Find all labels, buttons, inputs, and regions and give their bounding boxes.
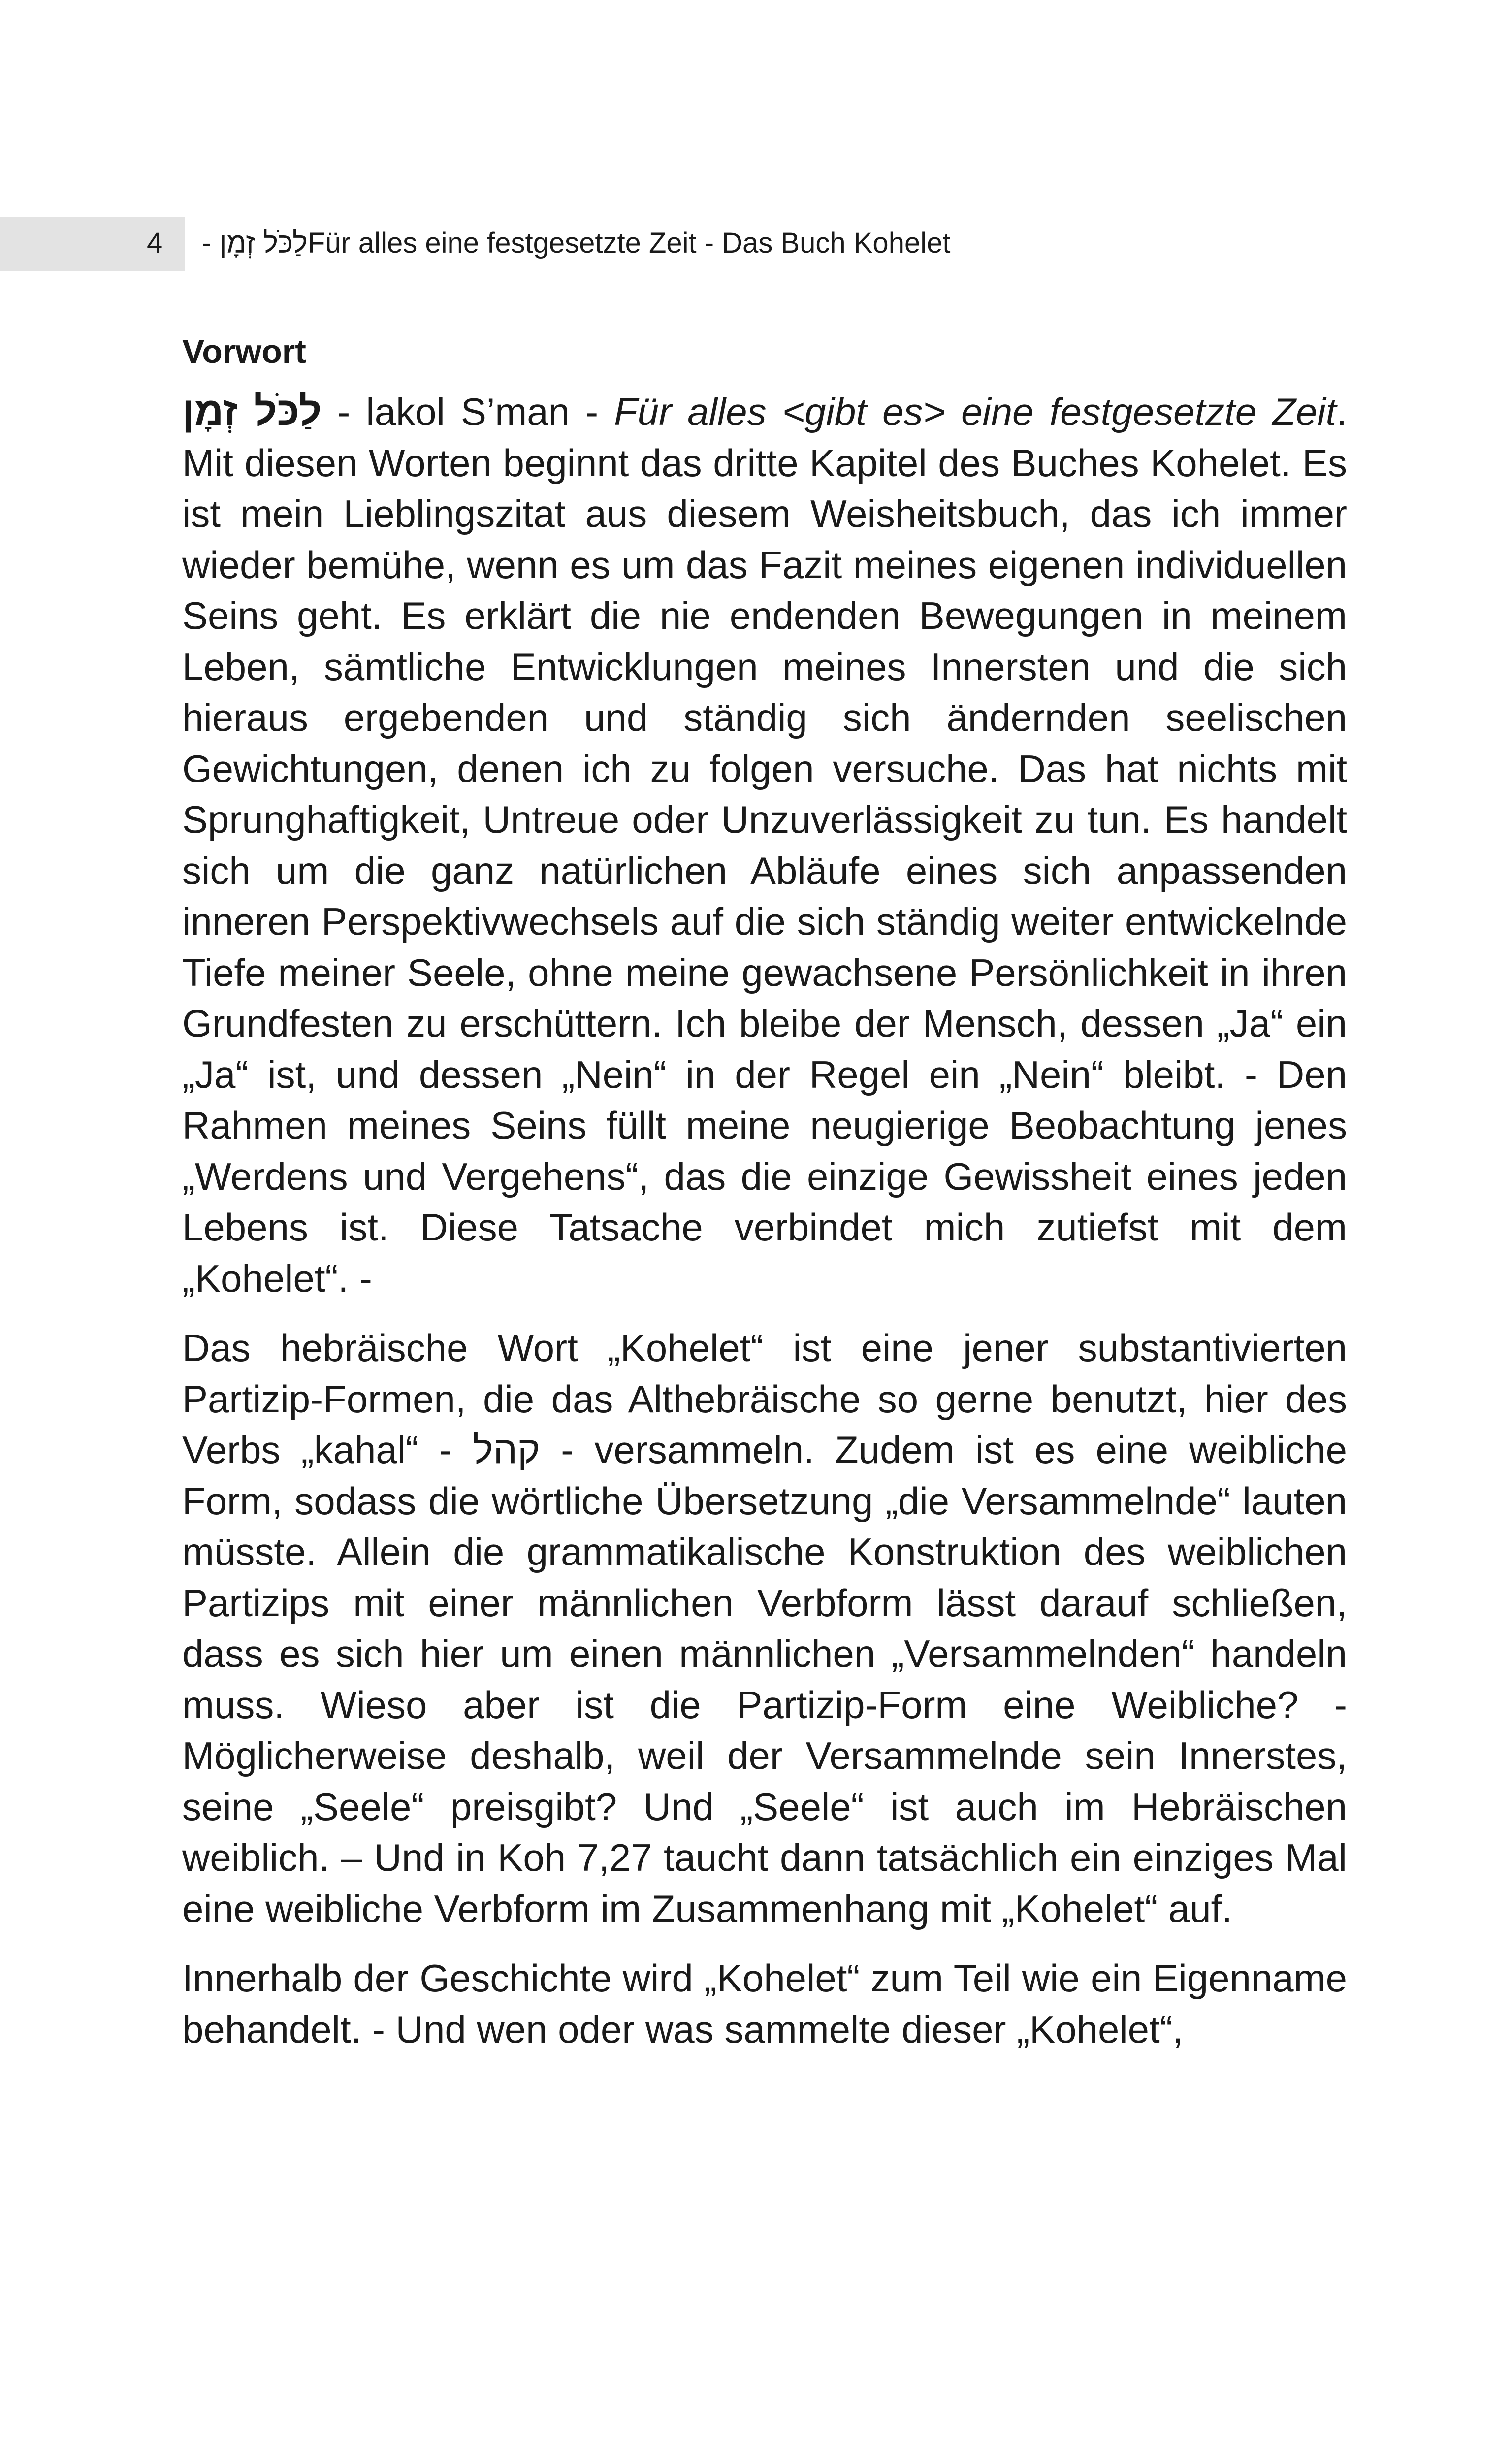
paragraph-foreword-1 [182,386,1347,1304]
paragraph-foreword-2 [182,1323,1347,1934]
section-heading: Vorwort [182,333,306,370]
transliteration: - lakol S’man - [322,390,614,433]
running-title-separator: - [202,227,212,259]
paragraph-foreword-3 [182,1953,1347,2055]
page-body [182,331,1347,2074]
page-number: 4 [147,227,163,259]
page-number-box [0,217,185,271]
running-title-hebrew: לַכֹּל זְמָן [219,227,308,259]
paragraph-3-text: Innerhalb der Geschichte wird „Kohelet“ zum Teil wie ein Eigenname behandelt. - Und wen oder was sammelte dieser „Kohelet“, [182,1956,1347,2051]
paragraph-1-text: . Mit diesen Worten beginnt das dritte Kapitel des Buches Kohelet. Es ist mein Lieblingszitat aus diesem Weisheitsbuch, das ich immer wieder bemühe, wenn es um das Fazit meines eigenen individuellen Seins geht. Es erklärt die nie endenden Bewegungen in meinem Leben, sämtliche Entwicklungen meines Innersten und die sich hieraus ergebenden und ständig sich ändernden seelischen Gewichtungen, denen ich zu folgen versuche. Das hat nichts mit Sprunghaftigkeit, Untreue oder Unzuverlässigkeit zu tun. Es handelt sich um die ganz natürlichen Abläufe eines sich anpassenden inneren Perspektivwechsels auf die sich ständig weiter entwickelnde Tiefe meiner Seele, ohne meine gewachsene Persönlichkeit in ihren Grundfesten zu erschüttern. Ich bleibe der Mensch, dessen „Ja“ ein „Ja“ ist, und dessen „Nein“ in der Regel ein „Nein“ bleibt. - Den Rahmen meines Seins füllt meine neugierige Beobachtung jenes „Werdens und Vergehens“, das die einzige Gewissheit eines jeden Lebens ist. Diese Tatsache verbindet mich zutiefst mit dem „Kohelet“. - [182,390,1347,1300]
translation-italic: Für alles <gibt es> eine festgesetzte Zeit [614,390,1337,433]
paragraph-2-text-start: Das hebräische Wort „Kohelet“ ist eine jener substantivierten Partizip-Formen, die das Althebräische so gerne benutzt, hier des Verbs „kahal“ - [182,1326,1347,1471]
hebrew-word-kahal: קהל [473,1428,541,1471]
hebrew-quote: לַכֹּל זְמָן [182,389,322,434]
paragraph-2-text-end: - versammeln. Zudem ist es eine weibliche Form, sodass die wörtliche Übersetzung „die Versammelnde“ lauten müsste. Allein die grammatikalische Konstruktion des weiblichen Partizips mit einer männlichen Verbform lässt darauf schließen, dass es sich hier um einen männlichen „Versammelnden“ handeln muss. Wieso aber ist die Partizip-Form eine Weibliche? - Möglicherweise deshalb, weil der Versammelnde sein Innerstes, seine „Seele“ preisgibt? Und „Seele“ ist auch im Hebräischen weiblich. – Und in Koh 7,27 taucht dann tatsächlich ein einziges Mal eine weibliche Verbform im Zusammenhang mit „Kohelet“ auf. [182,1428,1347,1930]
running-title [202,228,950,259]
running-header [0,217,1512,271]
running-title-text: Für alles eine festgesetzte Zeit - Das Buch Kohelet [307,227,951,259]
